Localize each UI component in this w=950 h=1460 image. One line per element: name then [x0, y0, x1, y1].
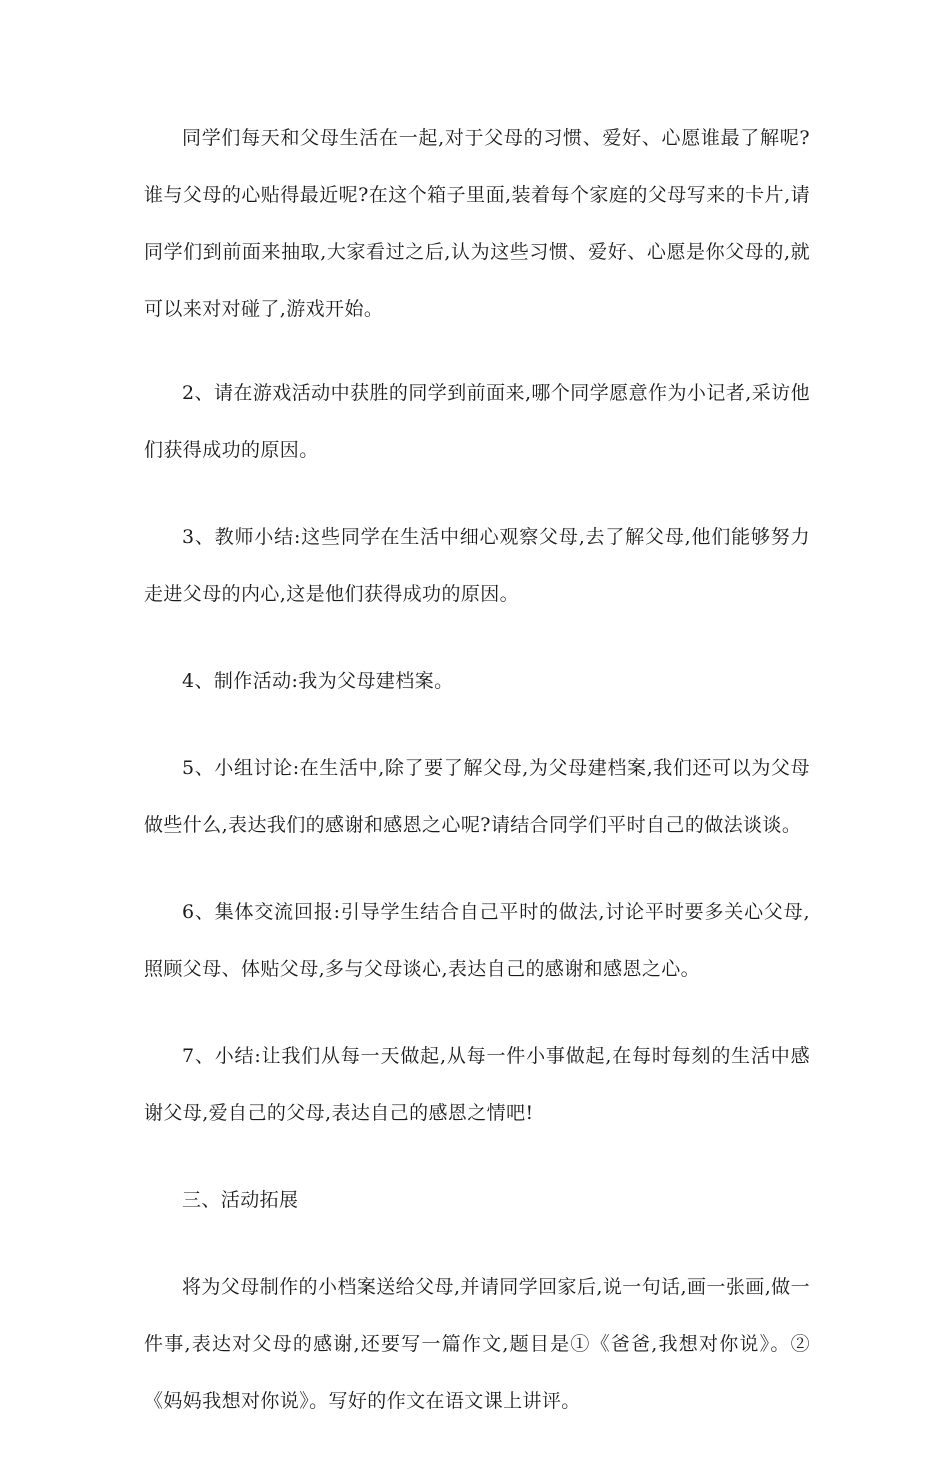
- paragraph-item-3: 3、教师小结:这些同学在生活中细心观察父母,去了解父母,他们能够努力走进父母的内心,这是他们获得成功的原因。: [144, 526, 810, 605]
- paragraph-item-7: 7、小结:让我们从每一天做起,从每一件小事做起,在每时每刻的生活中感谢父母,爱自己的父母,表达自己的感恩之情吧!: [144, 1045, 810, 1124]
- paragraph-item-2: 2、请在游戏活动中获胜的同学到前面来,哪个同学愿意作为小记者,采访他们获得成功的原因。: [144, 382, 810, 461]
- paragraph-extension: 将为父母制作的小档案送给父母,并请同学回家后,说一句话,画一张画,做一件事,表达对父母的感谢,还要写一篇作文,题目是①《爸爸,我想对你说》。②《妈妈我想对你说》。写好的作文在语文课上讲评。: [144, 1276, 810, 1412]
- paragraph-item-4: 4、制作活动:我为父母建档案。: [182, 670, 454, 692]
- paragraph-item-5: 5、小组讨论:在生活中,除了要了解父母,为父母建档案,我们还可以为父母做些什么,表达我们的感谢和感恩之心呢?请结合同学们平时自己的做法谈谈。: [144, 757, 810, 836]
- section-heading-activity-extension: 三、活动拓展: [182, 1189, 299, 1211]
- paragraph-item-6: 6、集体交流回报:引导学生结合自己平时的做法,讨论平时要多关心父母,照顾父母、体贴父母,多与父母谈心,表达自己的感谢和感恩之心。: [144, 901, 810, 980]
- document-page: [144, 110, 810, 1460]
- paragraph-intro: 同学们每天和父母生活在一起,对于父母的习惯、爱好、心愿谁最了解呢?谁与父母的心贴得最近呢?在这个箱子里面,装着每个家庭的父母写来的卡片,请同学们到前面来抽取,大家看过之后,认为这些习惯、爱好、心愿是你父母的,就可以来对对碰了,游戏开始。: [144, 127, 810, 320]
